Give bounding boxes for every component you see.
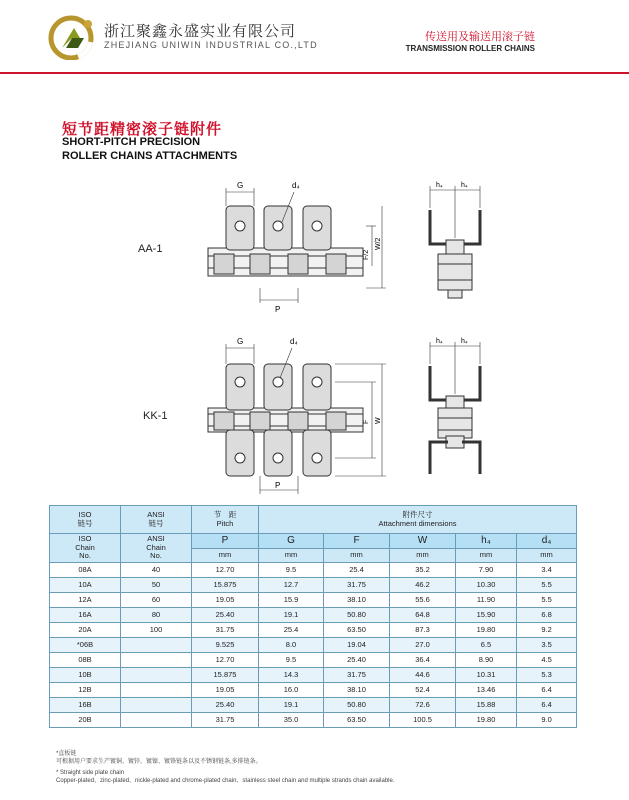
col-g: G [259, 534, 324, 549]
table-row [50, 653, 577, 668]
cell-g: 12.7 [259, 578, 324, 593]
cell-h4: 15.88 [456, 698, 517, 713]
table-row [50, 668, 577, 683]
cell-iso: 08A [50, 563, 121, 578]
header-ansi-cn: ANSI 链号 [121, 506, 192, 534]
company-logo [48, 14, 102, 60]
page-title-en-line2: ROLLER CHAINS ATTACHMENTS [62, 150, 238, 162]
cell-p: 31.75 [192, 713, 259, 728]
cell-d4: 5.5 [517, 593, 577, 608]
cell-g: 14.3 [259, 668, 324, 683]
cell-f: 63.50 [324, 623, 390, 638]
cell-ansi: 60 [121, 593, 192, 608]
cell-h4: 6.5 [456, 638, 517, 653]
cell-f: 38.10 [324, 683, 390, 698]
cell-iso: 20A [50, 623, 121, 638]
dim-d4-label: d₄ [292, 181, 300, 190]
cell-d4: 6.8 [517, 608, 577, 623]
cell-f: 50.80 [324, 608, 390, 623]
cell-f: 19.04 [324, 638, 390, 653]
col-f: F [324, 534, 390, 549]
table-unit-row: mm mm mm mm mm mm [50, 549, 577, 563]
dim-p-label: P [275, 481, 281, 490]
note-en-2: Copper-plated、zinc-plated、nickle-plated and chrome-plated chain、stainless steel chain and multiple strands chain available. [56, 778, 395, 784]
cell-f: 31.75 [324, 668, 390, 683]
cell-h4: 10.30 [456, 578, 517, 593]
note-cn-2: 可根据用户要求生产镀铜、镀锌、镀镍、镀铬链条以及不锈钢链条,多排链条。 [56, 759, 262, 765]
dim-d4-label: d₄ [290, 337, 298, 346]
cell-h4: 11.90 [456, 593, 517, 608]
cell-d4: 4.5 [517, 653, 577, 668]
cell-p: 19.05 [192, 683, 259, 698]
cell-ansi [121, 713, 192, 728]
cell-ansi [121, 653, 192, 668]
table-header-row-1 [50, 506, 577, 534]
footnotes [56, 750, 395, 785]
cell-d4: 3.5 [517, 638, 577, 653]
dim-g-label: G [237, 181, 244, 190]
company-name-en: ZHEJIANG UNIWIN INDUSTRIAL CO.,LTD [104, 40, 318, 50]
cell-iso: 16B [50, 698, 121, 713]
cell-g: 9.5 [259, 653, 324, 668]
cell-g: 19.1 [259, 608, 324, 623]
dim-f-label: F [363, 419, 370, 424]
cell-w: 36.4 [390, 653, 456, 668]
cell-d4: 3.4 [517, 563, 577, 578]
cell-p: 25.40 [192, 608, 259, 623]
dim-h4-left-label: h₄ [436, 338, 443, 345]
cell-w: 55.6 [390, 593, 456, 608]
table-row [50, 683, 577, 698]
cell-w: 100.5 [390, 713, 456, 728]
dim-f2-label: F/2 [363, 249, 370, 260]
header-iso-en: ISO Chain No. [50, 534, 121, 563]
note-cn-1: *直板链 [56, 751, 77, 757]
cell-f: 31.75 [324, 578, 390, 593]
cell-w: 27.0 [390, 638, 456, 653]
cell-ansi: 100 [121, 623, 192, 638]
header-pitch: 节 距 Pitch [192, 506, 259, 534]
cell-ansi: 40 [121, 563, 192, 578]
table-row [50, 638, 577, 653]
cell-iso: 12A [50, 593, 121, 608]
cell-w: 52.4 [390, 683, 456, 698]
cell-ansi [121, 668, 192, 683]
dim-h4-left-label: h₄ [436, 182, 443, 189]
cell-g: 19.1 [259, 698, 324, 713]
table-row [50, 698, 577, 713]
diagram-aa1-front [200, 178, 400, 318]
dim-p-label: P [275, 305, 281, 314]
table-header-row-2 [50, 534, 577, 549]
cell-ansi: 50 [121, 578, 192, 593]
header-ansi-en: ANSI Chain No. [121, 534, 192, 563]
cell-p: 12.70 [192, 563, 259, 578]
cell-d4: 6.4 [517, 683, 577, 698]
table-row [50, 713, 577, 728]
cell-iso: 10B [50, 668, 121, 683]
cell-h4: 19.80 [456, 713, 517, 728]
cell-w: 87.3 [390, 623, 456, 638]
cell-g: 9.5 [259, 563, 324, 578]
cell-h4: 8.90 [456, 653, 517, 668]
cell-w: 35.2 [390, 563, 456, 578]
cell-w: 44.6 [390, 668, 456, 683]
cell-h4: 13.46 [456, 683, 517, 698]
page-title-cn: 短节距精密滚子链附件 [62, 121, 223, 138]
cell-d4: 5.5 [517, 578, 577, 593]
cell-d4: 5.3 [517, 668, 577, 683]
cell-iso: 20B [50, 713, 121, 728]
cell-p: 15.875 [192, 578, 259, 593]
cell-d4: 9.0 [517, 713, 577, 728]
table-row [50, 563, 577, 578]
cell-f: 25.4 [324, 563, 390, 578]
page-title-en-line1: SHORT-PITCH PRECISION [62, 136, 201, 148]
cell-g: 35.0 [259, 713, 324, 728]
section-title-en: TRANSMISSION ROLLER CHAINS [405, 44, 535, 53]
cell-h4: 10.31 [456, 668, 517, 683]
company-name-cn: 浙江聚鑫永盛实业有限公司 [104, 23, 297, 40]
table-row [50, 593, 577, 608]
header-divider [0, 72, 629, 74]
col-d4: d₄ [517, 534, 577, 549]
dim-h4-right-label: h₄ [461, 338, 468, 345]
cell-p: 25.40 [192, 698, 259, 713]
cell-iso: 12B [50, 683, 121, 698]
dim-h4-right-label: h₄ [461, 182, 468, 189]
dim-w-label: W [375, 417, 382, 424]
cell-f: 25.40 [324, 653, 390, 668]
cell-f: 63.50 [324, 713, 390, 728]
cell-w: 72.6 [390, 698, 456, 713]
cell-h4: 7.90 [456, 563, 517, 578]
cell-f: 50.80 [324, 698, 390, 713]
cell-ansi [121, 683, 192, 698]
cell-p: 12.70 [192, 653, 259, 668]
diagram-aa1-side [418, 178, 493, 308]
cell-g: 16.0 [259, 683, 324, 698]
cell-w: 46.2 [390, 578, 456, 593]
section-title-cn: 传送用及输送用滚子链 [425, 31, 535, 43]
cell-g: 15.9 [259, 593, 324, 608]
cell-d4: 9.2 [517, 623, 577, 638]
header-iso-cn: ISO 链号 [50, 506, 121, 534]
col-w: W [390, 534, 456, 549]
cell-h4: 19.80 [456, 623, 517, 638]
diagram-kk1-front [200, 334, 400, 500]
diagram-label-kk1: KK-1 [143, 410, 168, 422]
cell-ansi: 80 [121, 608, 192, 623]
cell-f: 38.10 [324, 593, 390, 608]
cell-iso: 16A [50, 608, 121, 623]
cell-iso: *06B [50, 638, 121, 653]
dim-w2-label: W/2 [375, 237, 382, 250]
cell-g: 8.0 [259, 638, 324, 653]
table-row [50, 578, 577, 593]
spec-table [49, 505, 577, 728]
dim-g-label: G [237, 337, 244, 346]
col-h4: h₄ [456, 534, 517, 549]
cell-w: 64.8 [390, 608, 456, 623]
cell-iso: 08B [50, 653, 121, 668]
note-en-1: * Straight side plate chain [56, 770, 125, 776]
cell-d4: 6.4 [517, 698, 577, 713]
table-row [50, 623, 577, 638]
col-p: P [192, 534, 259, 549]
diagram-kk1-side [418, 334, 493, 484]
diagram-label-aa1: AA-1 [138, 243, 163, 255]
cell-p: 9.525 [192, 638, 259, 653]
cell-ansi [121, 698, 192, 713]
header-attachment-dimensions: 附件尺寸 Attachment dimensions [259, 506, 577, 534]
cell-p: 15.875 [192, 668, 259, 683]
cell-p: 19.05 [192, 593, 259, 608]
table-row [50, 608, 577, 623]
cell-iso: 10A [50, 578, 121, 593]
cell-p: 31.75 [192, 623, 259, 638]
cell-g: 25.4 [259, 623, 324, 638]
cell-h4: 15.90 [456, 608, 517, 623]
cell-ansi [121, 638, 192, 653]
